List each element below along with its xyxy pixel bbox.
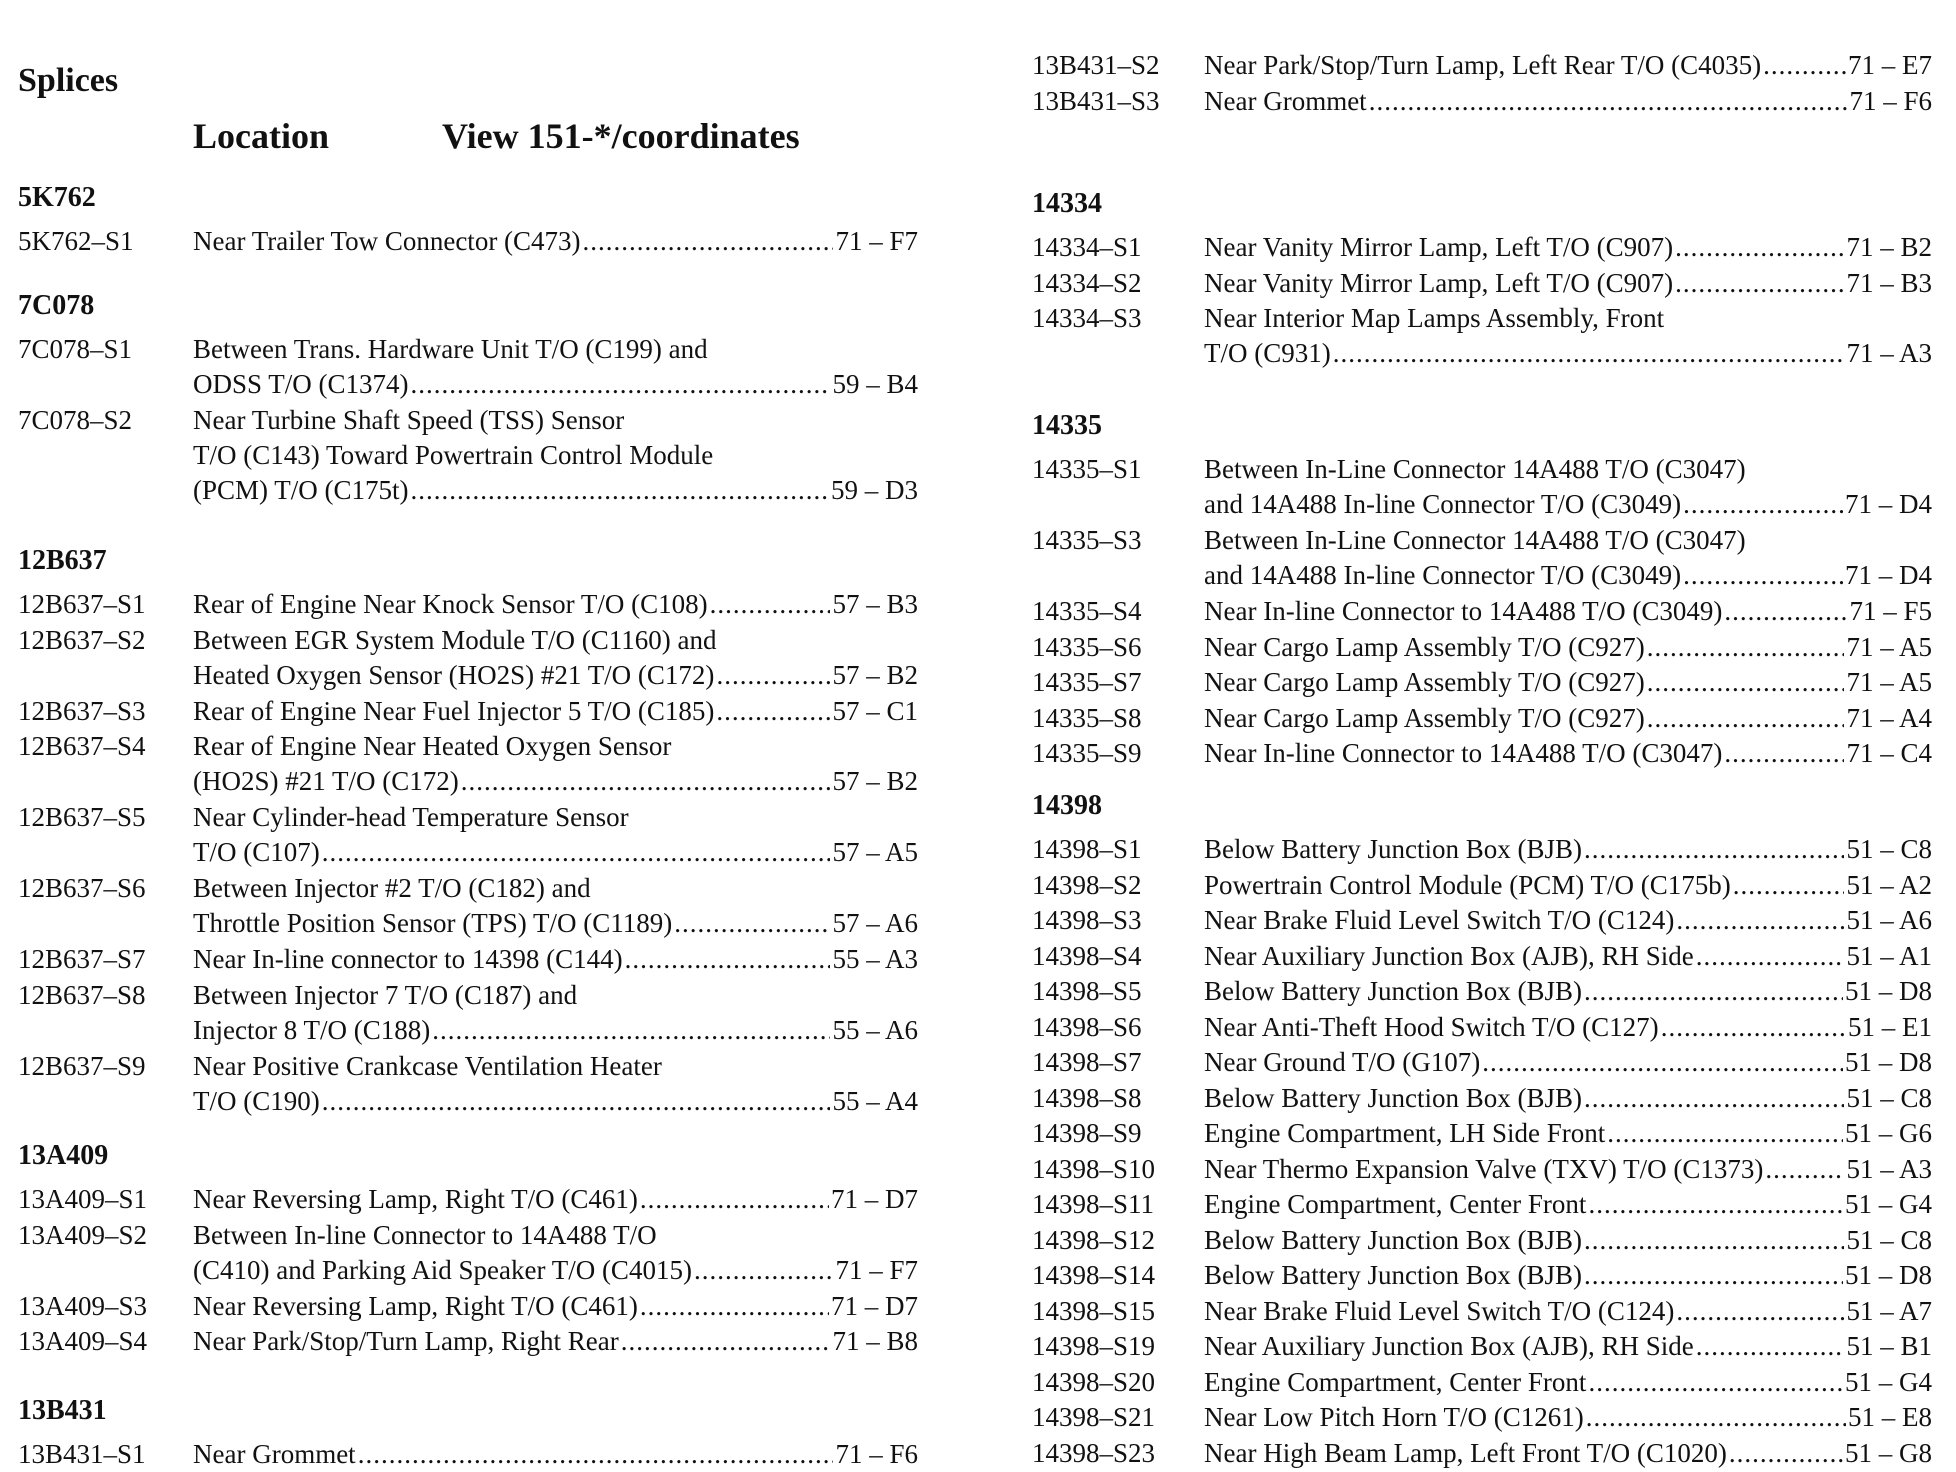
- dot-leader: [322, 835, 831, 870]
- group-title: 14335: [1032, 410, 1102, 441]
- location-text: T/O (C190): [193, 1085, 320, 1116]
- dot-leader: [1584, 1223, 1845, 1258]
- group-title: 13B431: [18, 1395, 107, 1426]
- splice-id: 14398–S9: [1032, 1118, 1142, 1148]
- view-coordinates: 51 – D8: [1845, 1260, 1932, 1290]
- splice-location: [193, 332, 918, 402]
- splice-id: 14334–S1: [1032, 232, 1142, 262]
- location-text: Engine Compartment, Center Front: [1204, 1366, 1587, 1397]
- dot-leader: [621, 1324, 831, 1359]
- location-text: Near Low Pitch Horn T/O (C1261): [1204, 1402, 1584, 1432]
- splice-id: 14398–S6: [1032, 1011, 1142, 1042]
- splice-id: 13B431–S2: [1032, 50, 1160, 80]
- location-text: Near Cargo Lamp Assembly T/O (C927): [1204, 667, 1645, 697]
- location-text: Below Battery Junction Box (BJB): [1204, 1224, 1582, 1255]
- splice-location: [193, 623, 918, 693]
- view-coordinates: 57 – A5: [832, 837, 918, 867]
- splice-location: [193, 1289, 918, 1324]
- splice-id: 7C078–S1: [18, 334, 133, 364]
- splice-location: [1204, 452, 1932, 522]
- splice-id: 14398–S11: [1032, 1189, 1155, 1219]
- splice-id: 12B637–S8: [18, 979, 146, 1010]
- splice-id: 14335–S7: [1032, 667, 1142, 697]
- splice-location: [1204, 1329, 1932, 1364]
- view-coordinates: 71 – D4: [1845, 489, 1932, 519]
- view-coordinates: 51 – A6: [1846, 905, 1932, 935]
- location-text: Below Battery Junction Box (BJB): [1204, 976, 1582, 1006]
- dot-leader: [1586, 1400, 1846, 1435]
- splice-id: 14335–S6: [1032, 631, 1142, 662]
- dot-leader: [1369, 84, 1848, 119]
- dot-leader: [1647, 665, 1845, 700]
- location-text: Engine Compartment, Center Front: [1204, 1189, 1587, 1219]
- splice-location: [1204, 1294, 1932, 1329]
- splice-location: [1204, 1152, 1932, 1187]
- dot-leader: [1696, 939, 1845, 974]
- splice-location: [1204, 665, 1932, 700]
- splice-location: [193, 729, 918, 799]
- dot-leader: [1333, 336, 1845, 371]
- splice-id: 12B637–S4: [18, 731, 146, 761]
- splice-id: 13A409–S2: [18, 1219, 148, 1250]
- view-coordinates: 71 – A4: [1846, 702, 1932, 733]
- dot-leader: [716, 658, 830, 693]
- splice-id: 13A409–S4: [18, 1326, 148, 1356]
- location-text: Near Auxiliary Junction Box (AJB), RH Side: [1204, 1331, 1694, 1361]
- splice-id: 14398–S7: [1032, 1047, 1142, 1077]
- view-coordinates: 59 – D3: [831, 475, 918, 505]
- dot-leader: [1588, 1365, 1843, 1400]
- view-coordinates: 51 – A1: [1846, 940, 1932, 971]
- view-coordinates: 57 – B2: [832, 766, 918, 796]
- dot-leader: [1482, 1045, 1843, 1080]
- dot-leader: [1765, 1152, 1844, 1187]
- location-text: Near Vanity Mirror Lamp, Left T/O (C907): [1204, 232, 1674, 262]
- location-text: Near In-line Connector to 14A488 T/O (C3047): [1204, 738, 1723, 768]
- group-title: 13A409: [18, 1140, 109, 1171]
- splice-location: [1204, 1223, 1932, 1258]
- splice-location: [193, 1324, 918, 1359]
- dot-leader: [1675, 266, 1844, 301]
- dot-leader: [1724, 594, 1847, 629]
- splice-location: [1204, 939, 1932, 974]
- location-text: Rear of Engine Near Heated Oxygen Sensor: [193, 731, 672, 761]
- dot-leader: [1647, 701, 1845, 736]
- splice-id: 14335–S9: [1032, 738, 1142, 768]
- location-text: and 14A488 In-line Connector T/O (C3049): [1204, 489, 1682, 519]
- splice-location: [1204, 1081, 1932, 1116]
- dot-leader: [716, 694, 830, 729]
- view-coordinates: 51 – G6: [1845, 1118, 1932, 1148]
- column-headers: [193, 115, 800, 157]
- splice-location: [1204, 1010, 1932, 1045]
- location-text: Between Injector 7 T/O (C187) and: [193, 979, 578, 1010]
- splice-id: 14334–S2: [1032, 267, 1142, 298]
- dot-leader: [1683, 558, 1843, 593]
- splice-location: [1204, 630, 1932, 665]
- splice-id: 14398–S4: [1032, 940, 1142, 971]
- dot-leader: [694, 1253, 834, 1288]
- view-coordinates: 71 – F7: [835, 226, 918, 256]
- location-text: Near High Beam Lamp, Left Front T/O (C1020): [1204, 1437, 1727, 1468]
- view-coordinates: 51 – A3: [1846, 1153, 1932, 1184]
- location-text: Between In-Line Connector 14A488 T/O (C3047): [1204, 454, 1746, 484]
- view-coordinates: 51 – C8: [1846, 1224, 1932, 1255]
- splice-location: [193, 403, 918, 508]
- dot-leader: [322, 1084, 831, 1119]
- location-text: T/O (C107): [193, 837, 320, 867]
- dot-leader: [1729, 1436, 1843, 1471]
- splice-id: 13B431–S3: [1032, 85, 1160, 116]
- splice-location: [193, 1049, 918, 1119]
- location-text: ODSS T/O (C1374): [193, 369, 409, 399]
- splice-id: 14398–S23: [1032, 1437, 1156, 1468]
- dot-leader: [1675, 230, 1844, 265]
- splice-location: [1204, 1116, 1932, 1151]
- location-text: Between Injector #2 T/O (C182) and: [193, 873, 591, 903]
- dot-leader: [625, 942, 831, 977]
- view-coordinates: 71 – F7: [835, 1254, 918, 1285]
- view-coordinates: 71 – D7: [831, 1290, 918, 1321]
- view-coordinates: 71 – B2: [1846, 232, 1932, 262]
- dot-leader: [583, 224, 834, 259]
- dot-leader: [1683, 487, 1843, 522]
- splice-location: [193, 224, 918, 259]
- location-text: and 14A488 In-line Connector T/O (C3049): [1204, 560, 1682, 590]
- location-text: Near Brake Fluid Level Switch T/O (C124): [1204, 1295, 1675, 1326]
- splice-id: 12B637–S3: [18, 695, 146, 726]
- splice-id: 14398–S5: [1032, 976, 1142, 1006]
- splice-location: [193, 871, 918, 941]
- location-text: Near Park/Stop/Turn Lamp, Right Rear: [193, 1326, 619, 1356]
- location-text: Near Positive Crankcase Ventilation Heater: [193, 1050, 662, 1081]
- location-text: Engine Compartment, LH Side Front: [1204, 1118, 1606, 1148]
- dot-leader: [1647, 630, 1845, 665]
- splice-location: [193, 694, 918, 729]
- splice-id: 12B637–S6: [18, 873, 146, 903]
- view-coordinates: 57 – C1: [832, 695, 918, 726]
- location-text: Between Trans. Hardware Unit T/O (C199) and: [193, 334, 708, 364]
- view-coordinates: 55 – A4: [832, 1085, 918, 1116]
- splice-id: 12B637–S2: [18, 624, 146, 655]
- location-text: Near Reversing Lamp, Right T/O (C461): [193, 1184, 638, 1214]
- splice-location: [193, 1437, 918, 1472]
- location-text: Near Interior Map Lamps Assembly, Front: [1204, 303, 1665, 333]
- view-coordinates: 71 – F5: [1849, 596, 1932, 626]
- splice-id: 14335–S8: [1032, 702, 1142, 733]
- view-coordinates: 71 – D4: [1845, 560, 1932, 590]
- dot-leader: [1588, 1187, 1843, 1222]
- view-coordinates: 51 – D8: [1845, 976, 1932, 1006]
- splice-location: [193, 1218, 918, 1288]
- splice-id: 14398–S8: [1032, 1082, 1142, 1113]
- dot-leader: [1676, 903, 1844, 938]
- splice-location: [1204, 868, 1932, 903]
- view-coordinates: 55 – A6: [832, 1014, 918, 1045]
- view-coordinates: 51 – A7: [1846, 1295, 1932, 1326]
- splice-id: 12B637–S5: [18, 802, 146, 832]
- view-coordinates: 51 – G4: [1845, 1189, 1932, 1219]
- location-text: Below Battery Junction Box (BJB): [1204, 834, 1582, 864]
- splice-id: 14398–S14: [1032, 1260, 1156, 1290]
- view-coordinates: 71 – A3: [1846, 338, 1932, 368]
- dot-leader: [640, 1182, 829, 1217]
- location-text: Rear of Engine Near Knock Sensor T/O (C108): [193, 589, 708, 619]
- location-text: Near Auxiliary Junction Box (AJB), RH Side: [1204, 940, 1694, 971]
- view-coordinates: 57 – B3: [832, 589, 918, 619]
- location-text: Near In-line Connector to 14A488 T/O (C3049): [1204, 596, 1723, 626]
- splice-id: 14398–S1: [1032, 834, 1142, 864]
- location-text: Near Brake Fluid Level Switch T/O (C124): [1204, 905, 1675, 935]
- view-coordinates: 71 – F6: [835, 1439, 918, 1469]
- splice-id: 14398–S20: [1032, 1366, 1156, 1397]
- location-text: Injector 8 T/O (C188): [193, 1014, 431, 1045]
- dot-leader: [1584, 1258, 1843, 1293]
- splice-id: 14334–S3: [1032, 303, 1142, 333]
- dot-leader: [710, 587, 831, 622]
- view-coordinates: 59 – B4: [832, 369, 918, 399]
- view-coordinates: 71 – B3: [1846, 267, 1932, 298]
- splice-location: [1204, 523, 1932, 593]
- splice-location: [1204, 701, 1932, 736]
- splice-id: 14398–S12: [1032, 1224, 1156, 1255]
- splice-id: 7C078–S2: [18, 405, 133, 435]
- dot-leader: [674, 906, 830, 941]
- view-coordinates: 71 – C4: [1846, 738, 1932, 768]
- splice-location: [193, 978, 918, 1048]
- group-title: 7C078: [18, 290, 95, 321]
- dot-leader: [432, 1013, 830, 1048]
- location-text: Between In-Line Connector 14A488 T/O (C3047): [1204, 525, 1746, 555]
- dot-leader: [1763, 48, 1846, 83]
- view-coordinates: 51 – E8: [1848, 1402, 1932, 1432]
- splice-id: 14398–S3: [1032, 905, 1142, 935]
- splice-location: [1204, 594, 1932, 629]
- view-coordinates: 71 – F6: [1849, 85, 1932, 116]
- view-coordinates: 51 – E1: [1848, 1011, 1932, 1042]
- view-coordinates: 51 – B1: [1846, 1331, 1932, 1361]
- splice-location: [1204, 903, 1932, 938]
- location-text: Near Park/Stop/Turn Lamp, Left Rear T/O (C4035): [1204, 50, 1762, 80]
- location-text: Near Grommet: [1204, 85, 1367, 116]
- location-text: Heated Oxygen Sensor (HO2S) #21 T/O (C172): [193, 659, 715, 690]
- view-coordinates: 57 – A6: [832, 908, 918, 938]
- location-text: Throttle Position Sensor (TPS) T/O (C1189): [193, 908, 673, 938]
- dot-leader: [461, 764, 831, 799]
- location-text: T/O (C931): [1204, 338, 1331, 368]
- location-text: Powertrain Control Module (PCM) T/O (C175b): [1204, 869, 1731, 900]
- splice-location: [1204, 84, 1932, 119]
- location-text: Near Grommet: [193, 1439, 356, 1469]
- view-coordinates: 71 – E7: [1848, 50, 1932, 80]
- splice-location: [1204, 1436, 1932, 1471]
- group-title: 14334: [1032, 188, 1102, 219]
- dot-leader: [411, 473, 829, 508]
- location-header: Location: [193, 116, 330, 156]
- view-coordinates: 71 – D7: [831, 1184, 918, 1214]
- splice-location: [1204, 1045, 1932, 1080]
- location-text: Near Cylinder-head Temperature Sensor: [193, 802, 629, 832]
- location-text: Near Cargo Lamp Assembly T/O (C927): [1204, 631, 1645, 662]
- view-coordinates: 55 – A3: [832, 944, 918, 974]
- location-text: Below Battery Junction Box (BJB): [1204, 1082, 1582, 1113]
- splice-location: [1204, 1400, 1932, 1435]
- splice-id: 5K762–S1: [18, 226, 134, 256]
- splice-location: [1204, 1258, 1932, 1293]
- location-text: Below Battery Junction Box (BJB): [1204, 1260, 1582, 1290]
- location-text: Near Reversing Lamp, Right T/O (C461): [193, 1290, 638, 1321]
- splice-location: [1204, 1187, 1932, 1222]
- splice-location: [1204, 974, 1932, 1009]
- location-text: Between In-line Connector to 14A488 T/O: [193, 1219, 657, 1250]
- splice-id: 14335–S3: [1032, 525, 1142, 555]
- view-coordinates: 71 – A5: [1846, 631, 1932, 662]
- splice-location: [193, 800, 918, 870]
- view-coordinates: 51 – D8: [1845, 1047, 1932, 1077]
- view-coordinates: 57 – B2: [832, 659, 918, 690]
- dot-leader: [640, 1289, 829, 1324]
- location-text: Near Cargo Lamp Assembly T/O (C927): [1204, 702, 1645, 733]
- splice-id: 14398–S2: [1032, 869, 1142, 900]
- splice-location: [193, 587, 918, 622]
- location-text: (HO2S) #21 T/O (C172): [193, 766, 459, 796]
- location-text: (C410) and Parking Aid Speaker T/O (C4015): [193, 1254, 692, 1285]
- dot-leader: [1696, 1329, 1845, 1364]
- group-title: 14398: [1032, 790, 1102, 821]
- location-text: Near Vanity Mirror Lamp, Left T/O (C907): [1204, 267, 1674, 298]
- splice-location: [1204, 1365, 1932, 1400]
- splice-id: 14398–S21: [1032, 1402, 1156, 1432]
- dot-leader: [1584, 1081, 1845, 1116]
- splice-location: [1204, 832, 1932, 867]
- splice-location: [193, 1182, 918, 1217]
- view-coordinates: 51 – A2: [1846, 869, 1932, 900]
- group-title: 12B637: [18, 545, 107, 576]
- splice-id: 14335–S1: [1032, 454, 1142, 484]
- dot-leader: [1607, 1116, 1843, 1151]
- view-coordinates: 71 – A5: [1846, 667, 1932, 697]
- splice-id: 14398–S10: [1032, 1153, 1156, 1184]
- location-text: Near Trailer Tow Connector (C473): [193, 226, 581, 256]
- location-text: (PCM) T/O (C175t): [193, 475, 409, 505]
- location-text: Near Ground T/O (G107): [1204, 1047, 1481, 1077]
- splice-location: [1204, 301, 1932, 371]
- view-coordinates: 51 – G4: [1845, 1366, 1932, 1397]
- page-title: Splices: [18, 62, 119, 99]
- location-text: Near Anti-Theft Hood Switch T/O (C127): [1204, 1011, 1659, 1042]
- splice-location: [193, 942, 918, 977]
- view-coordinates: 51 – C8: [1846, 1082, 1932, 1113]
- splice-id: 14398–S15: [1032, 1295, 1156, 1326]
- dot-leader: [1724, 736, 1844, 771]
- splice-location: [1204, 266, 1932, 301]
- location-text: Rear of Engine Near Fuel Injector 5 T/O (C185): [193, 695, 715, 726]
- splice-id: 14398–S19: [1032, 1331, 1156, 1361]
- dot-leader: [358, 1437, 834, 1472]
- dot-leader: [1584, 832, 1845, 867]
- view-coordinates: 51 – C8: [1846, 834, 1932, 864]
- splice-id: 12B637–S1: [18, 589, 146, 619]
- location-text: Near In-line connector to 14398 (C144): [193, 944, 623, 974]
- splice-id: 12B637–S7: [18, 944, 146, 974]
- dot-leader: [1733, 868, 1845, 903]
- location-text: Near Turbine Shaft Speed (TSS) Sensor: [193, 405, 625, 435]
- group-title: 5K762: [18, 182, 96, 213]
- dot-leader: [1661, 1010, 1846, 1045]
- splice-id: 12B637–S9: [18, 1050, 146, 1081]
- location-text: T/O (C143) Toward Powertrain Control Module: [193, 440, 714, 470]
- location-text: Between EGR System Module T/O (C1160) and: [193, 624, 717, 655]
- splice-id: 13A409–S3: [18, 1290, 148, 1321]
- splice-id: 14335–S4: [1032, 596, 1142, 626]
- splice-location: [1204, 230, 1932, 265]
- view-coordinates: 51 – G8: [1845, 1437, 1932, 1468]
- view-header: View 151-*/coordinates: [442, 116, 800, 156]
- dot-leader: [1676, 1294, 1844, 1329]
- dot-leader: [1584, 974, 1843, 1009]
- view-coordinates: 71 – B8: [832, 1326, 918, 1356]
- splice-id: 13A409–S1: [18, 1184, 148, 1214]
- splice-location: [1204, 736, 1932, 771]
- splice-id: 13B431–S1: [18, 1439, 146, 1469]
- splice-location: [1204, 48, 1932, 83]
- location-text: Near Thermo Expansion Valve (TXV) T/O (C1373): [1204, 1153, 1764, 1184]
- dot-leader: [411, 367, 831, 402]
